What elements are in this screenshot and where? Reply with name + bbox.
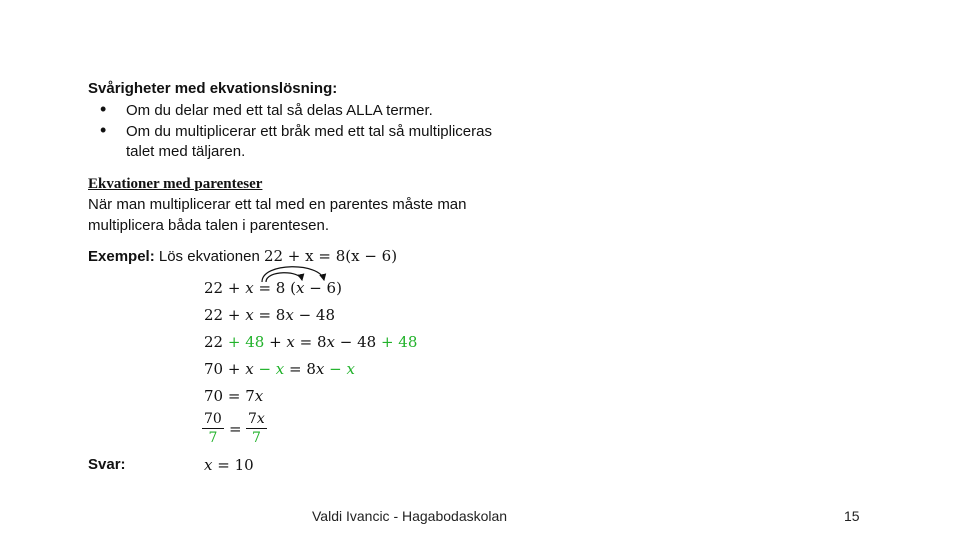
paragraph: När man multiplicerar ett tal med en parentes måste man multiplicera båda talen i parentesen. bbox=[88, 196, 467, 234]
fraction-right: $\frac{7x}{7}$ bbox=[248, 411, 265, 446]
step-line-2: 22 + x = 8x − 48 bbox=[204, 306, 335, 324]
example-label: Exempel: bbox=[88, 248, 155, 265]
heading-parentheses: Ekvationer med parenteser bbox=[88, 176, 263, 192]
answer-equation: x = 10 bbox=[204, 456, 254, 474]
fraction-equals: = bbox=[229, 420, 242, 438]
answer-label: Svar: bbox=[88, 456, 126, 473]
bullet-item: • Om du multiplicerar ett bråk med ett tal så multipliceras talet med täljaren. bbox=[100, 122, 500, 163]
step-line-4: 70 + x − x = 8x − x bbox=[204, 360, 355, 378]
fraction-left: $\frac{70}{7}$ bbox=[204, 411, 222, 446]
heading-difficulties: Svårigheter med ekvationslösning: bbox=[88, 80, 338, 97]
example-equation: 22 + x = 8(x − 6) bbox=[263, 247, 398, 265]
step-line-1: 22 + x = 8 (x − 6) bbox=[204, 279, 342, 297]
page-number: 15 bbox=[844, 508, 860, 524]
step-line-5: 70 = 7x bbox=[204, 387, 264, 405]
footer-text: Valdi Ivancic - Hagabodaskolan bbox=[312, 508, 508, 524]
bullet-item: • Om du delar med ett tal så delas ALLA termer. bbox=[100, 101, 500, 122]
step-line-3: 22 + 48 + x = 8x − 48 + 48 bbox=[204, 333, 418, 351]
example-text: Lös ekvationen bbox=[158, 248, 260, 265]
